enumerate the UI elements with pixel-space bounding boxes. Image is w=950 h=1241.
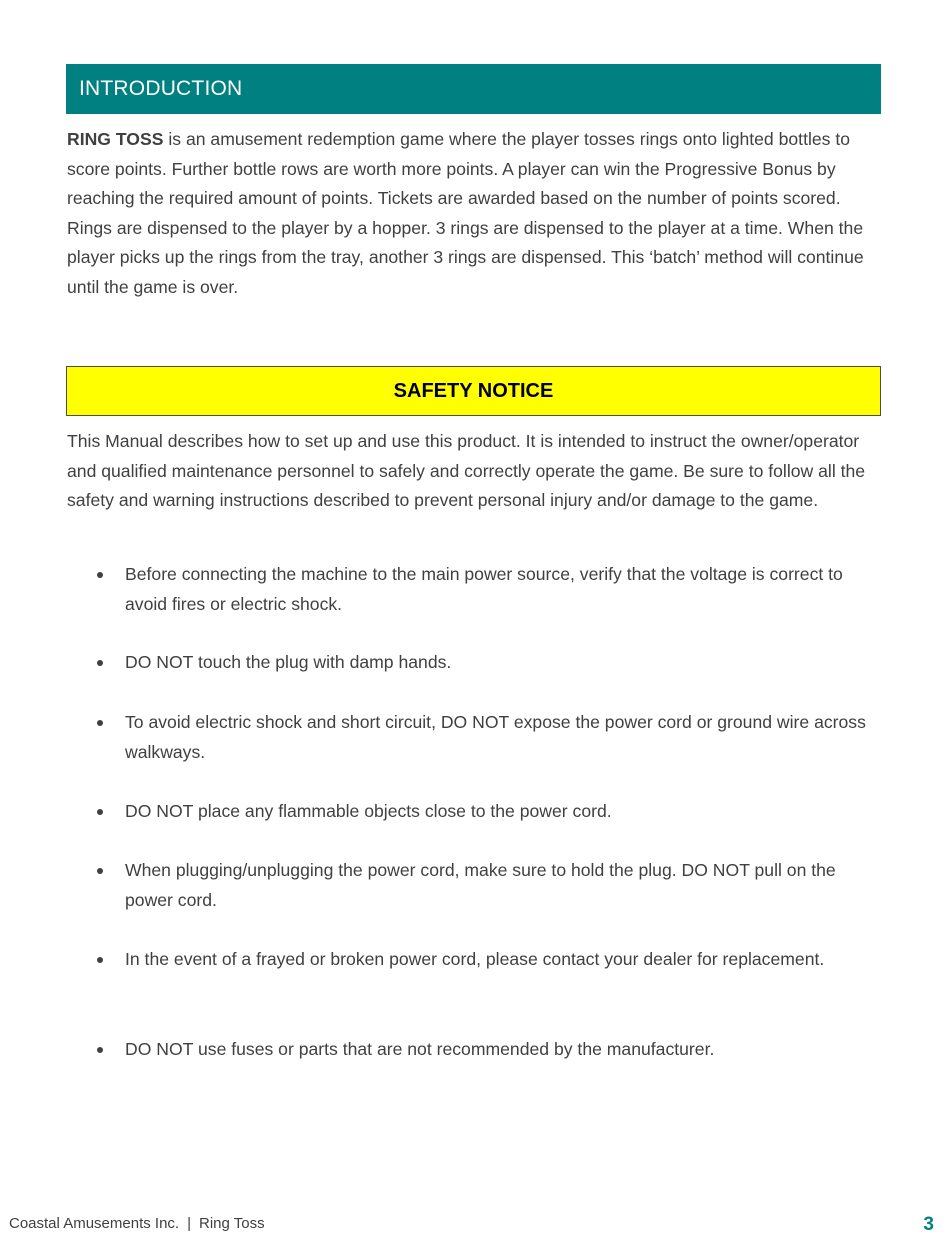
introduction-paragraph [67,125,882,302]
introduction-lead-bold: RING TOSS [67,129,164,149]
bullet-text: DO NOT touch the plug with damp hands. [125,652,452,672]
bullet-text: DO NOT use fuses or parts that are not recommended by the manufacturer. [125,1039,715,1059]
bullet-icon [97,720,103,726]
bullet-text: When plugging/unplugging the power cord, make sure to hold the plug. DO NOT pull on the power cord. [125,860,836,910]
bullet-text: To avoid electric shock and short circuit, DO NOT expose the power cord or ground wire across walkways. [125,712,866,762]
footer-product: Ring Toss [198,1215,265,1232]
list-item [95,856,875,915]
list-item [95,648,875,678]
introduction-heading-bar [66,64,881,114]
footer [9,1215,265,1232]
list-item [95,945,875,975]
bullet-text: Before connecting the machine to the main power source, verify that the voltage is correct to avoid fires or electric shock. [125,564,843,614]
safety-notice-heading-bar [66,366,881,416]
bullet-icon [97,572,103,578]
list-item [95,1035,875,1065]
bullet-icon [97,868,103,874]
bullet-icon [97,957,103,963]
introduction-heading: INTRODUCTION [79,77,243,100]
bullet-text: In the event of a frayed or broken power cord, please contact your dealer for replacement. [125,949,825,969]
list-item [95,797,875,827]
list-item [95,560,875,619]
footer-company: Coastal Amusements Inc. [9,1215,180,1232]
bullet-icon [97,809,103,815]
safety-notice-heading: SAFETY NOTICE [393,379,554,402]
bullet-icon [97,1047,103,1053]
introduction-body: is an amusement redemption game where the player tosses rings onto lighted bottles to score points. Further bottle rows are worth more points. A player can win the Progressive Bonus by reaching the required amount of points. Tickets are awarded based on the number of points scored. Rings are dispensed to the player by a hopper. 3 rings are dispensed to the player at a time. When the player picks up the rings from the tray, another 3 rings are dispensed. This ‘batch’ method will continue until the game is over. [67,129,864,297]
list-item [95,708,875,767]
footer-separator: | [187,1215,191,1232]
safety-notice-paragraph: This Manual describes how to set up and use this product. It is intended to instruct the owner/operator and qualified maintenance personnel to safely and correctly operate the game. Be sure to follow all the safety and warning instructions described to prevent personal injury and/or damage to the game. [67,431,866,510]
page-number: 3 [923,1214,934,1235]
bullet-text: DO NOT place any flammable objects close to the power cord. [125,801,612,821]
bullet-icon [97,660,103,666]
